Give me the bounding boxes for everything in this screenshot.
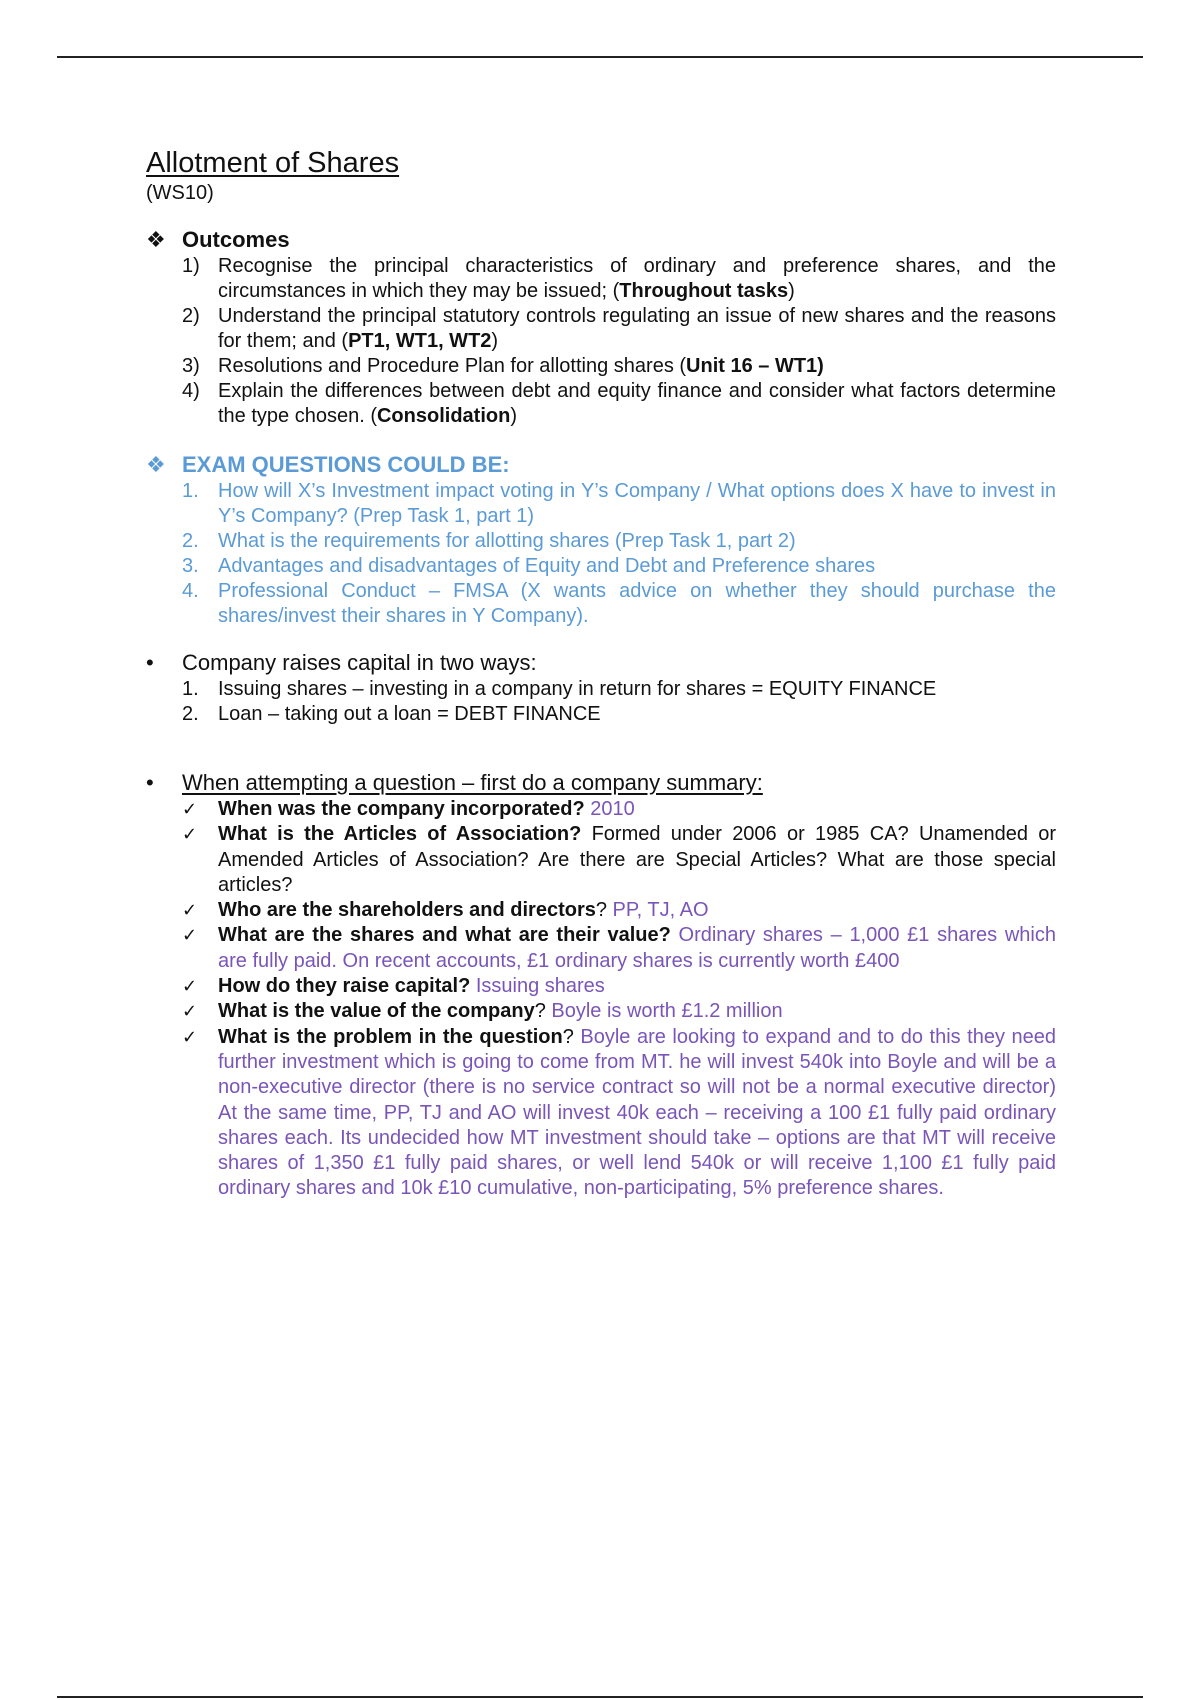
exam-question-text: Advantages and disadvantages of Equity and Debt and Preference shares bbox=[218, 555, 876, 577]
outcome-ref: Throughout tasks bbox=[619, 280, 789, 302]
document-subtitle: (WS10) bbox=[146, 182, 214, 204]
summary-question: What are the shares and what are their value? bbox=[218, 924, 671, 947]
summary-answer: Boyle are looking to expand and to do this they need further investment which is going to come from MT. he will invest 540k into Boyle and will be a non-executive director (there is no service contract so will not be a normal executive director) At the same time, PP, TJ and AO will invest 40k each – receiving a 100 £1 fully paid ordinary shares each. Its undecided how MT investment should take – options are that MT will receive shares of 1,350 £1 fully paid shares, or well lend 540k or will receive 1,100 £1 fully paid ordinary shares and 10k £10 cumulative, non-participating, 5% preference shares. bbox=[218, 1025, 1056, 1200]
outcome-tail: ) bbox=[491, 330, 499, 352]
summary-check-item bbox=[146, 974, 1056, 999]
bullet-icon: • bbox=[146, 650, 154, 675]
summary-check-item bbox=[146, 999, 1056, 1024]
exam-questions-heading-text: EXAM QUESTIONS COULD BE: bbox=[182, 452, 510, 477]
outcome-ref: Unit 16 – WT1) bbox=[686, 355, 824, 377]
exam-question-item bbox=[146, 529, 1056, 554]
capital-item bbox=[146, 677, 1056, 702]
diamond-bullet-icon: ❖ bbox=[146, 452, 166, 477]
outcome-item bbox=[146, 354, 1056, 379]
capital-heading bbox=[146, 649, 1056, 677]
exam-question-number: 1. bbox=[182, 480, 199, 502]
outcome-text: Understand the principal statutory controls regulating an issue of new shares and the reasons for them; and ( bbox=[218, 305, 1056, 352]
bullet-icon: • bbox=[146, 770, 154, 795]
capital-item-number: 1. bbox=[182, 678, 199, 700]
summary-answer: Issuing shares bbox=[470, 975, 605, 998]
summary-question: What is the value of the company bbox=[218, 1000, 535, 1023]
outcome-tail: ) bbox=[510, 405, 517, 427]
summary-check-item bbox=[146, 923, 1056, 974]
summary-question: Who are the shareholders and directors bbox=[218, 899, 596, 922]
document-body bbox=[146, 146, 1056, 1202]
exam-question-item bbox=[146, 554, 1056, 579]
outcome-text: Resolutions and Procedure Plan for allotting shares ( bbox=[218, 355, 687, 377]
summary-check-item bbox=[146, 898, 1056, 923]
exam-question-number: 2. bbox=[182, 530, 199, 552]
check-icon: ✓ bbox=[182, 824, 198, 845]
check-icon: ✓ bbox=[182, 900, 198, 921]
outcomes-heading bbox=[146, 226, 1056, 254]
outcomes-heading-text: Outcomes bbox=[182, 227, 290, 252]
outcome-tail: ) bbox=[788, 280, 795, 302]
capital-list bbox=[146, 677, 1056, 727]
capital-item-text: Loan – taking out a loan = DEBT FINANCE bbox=[218, 703, 601, 725]
check-icon: ✓ bbox=[182, 976, 198, 997]
summary-note: ? bbox=[595, 899, 607, 922]
outcome-text: Recognise the principal characteristics of ordinary and preference shares, and the circumstances in which they may be issued; ( bbox=[218, 255, 1056, 302]
summary-question: How do they raise capital? bbox=[218, 975, 471, 998]
check-icon: ✓ bbox=[182, 925, 198, 946]
header-rule bbox=[57, 56, 1143, 58]
check-icon: ✓ bbox=[182, 1001, 198, 1022]
document-title: Allotment of Shares bbox=[146, 147, 400, 179]
summary-answer: PP, TJ, AO bbox=[607, 899, 709, 922]
summary-answer: 2010 bbox=[584, 798, 635, 820]
exam-questions-list bbox=[146, 479, 1056, 629]
outcome-ref: PT1, WT1, WT2 bbox=[348, 330, 492, 352]
outcome-item bbox=[146, 379, 1056, 429]
diamond-bullet-icon: ❖ bbox=[146, 227, 166, 252]
summary-check-item bbox=[146, 797, 1056, 822]
summary-question: What is the Articles of Association? bbox=[218, 823, 582, 846]
capital-item bbox=[146, 702, 1056, 727]
outcome-item bbox=[146, 304, 1056, 354]
outcome-number: 2) bbox=[182, 305, 200, 327]
summary-heading bbox=[146, 769, 1056, 797]
check-icon: ✓ bbox=[182, 799, 198, 819]
check-icon: ✓ bbox=[182, 1026, 198, 1047]
exam-question-text: Professional Conduct – FMSA (X wants advice on whether they should purchase the shares/invest their shares in Y Company). bbox=[218, 580, 1056, 627]
summary-note: Formed under 2006 or 1985 CA? Unamended or Amended Articles of Association? Are there are Special Articles? What are those special articles? bbox=[218, 823, 1056, 896]
exam-question-text: What is the requirements for allotting shares (Prep Task 1, part 2) bbox=[218, 530, 796, 552]
summary-question: What is the problem in the question bbox=[218, 1025, 563, 1048]
exam-question-text: How will X’s Investment impact voting in Y’s Company / What options does X have to invest in Y’s Company? (Prep Task 1, part 1) bbox=[218, 480, 1056, 527]
outcome-item bbox=[146, 254, 1056, 304]
exam-question-item bbox=[146, 579, 1056, 629]
exam-question-number: 3. bbox=[182, 555, 199, 577]
outcome-ref: Consolidation bbox=[376, 405, 511, 427]
summary-heading-text: When attempting a question – first do a company summary: bbox=[182, 770, 763, 795]
outcome-number: 1) bbox=[182, 255, 200, 277]
outcomes-list bbox=[146, 254, 1056, 429]
outcome-number: 4) bbox=[182, 380, 200, 402]
summary-check-item bbox=[146, 1025, 1056, 1202]
outcome-text: Explain the differences between debt and equity finance and consider what factors determine the type chosen. ( bbox=[218, 380, 1056, 427]
exam-questions-heading bbox=[146, 451, 1056, 479]
exam-question-number: 4. bbox=[182, 580, 199, 602]
summary-question: When was the company incorporated? bbox=[218, 798, 585, 820]
summary-check-item bbox=[146, 822, 1056, 898]
outcome-number: 3) bbox=[182, 355, 200, 377]
capital-item-number: 2. bbox=[182, 703, 199, 725]
summary-note: ? bbox=[562, 1025, 574, 1048]
exam-question-item bbox=[146, 479, 1056, 529]
summary-answer: Boyle is worth £1.2 million bbox=[545, 1000, 783, 1023]
summary-note: ? bbox=[534, 1000, 546, 1023]
footer-rule bbox=[57, 1696, 1143, 1698]
summary-answer: Ordinary shares – 1,000 £1 shares which are fully paid. On recent accounts, £1 ordinary shares is currently worth £400 bbox=[218, 924, 1056, 972]
capital-heading-text: Company raises capital in two ways: bbox=[182, 650, 537, 675]
summary-checklist bbox=[146, 797, 1056, 1202]
capital-item-text: Issuing shares – investing in a company in return for shares = EQUITY FINANCE bbox=[218, 678, 937, 700]
